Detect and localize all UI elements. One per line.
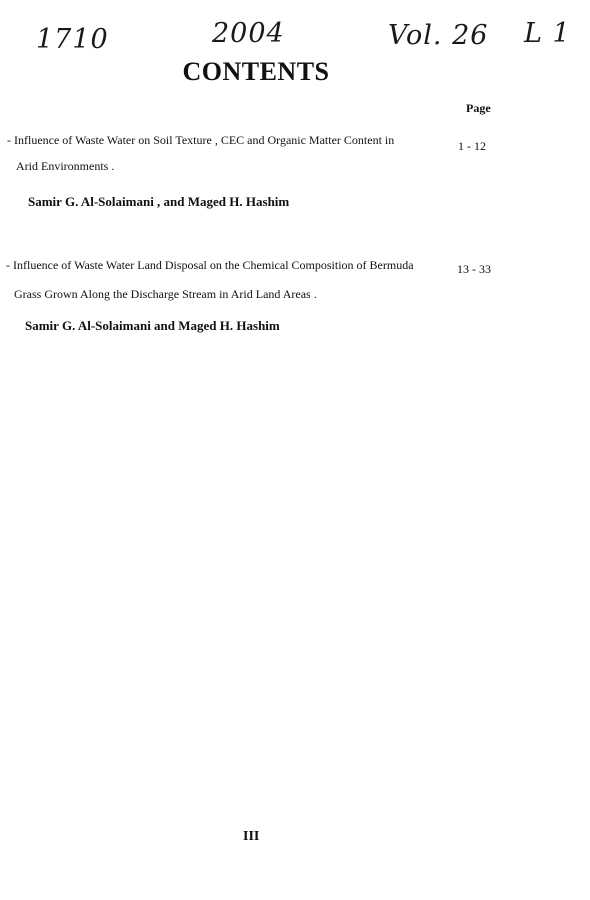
entry-authors: Samir G. Al-Solaimani , and Maged H. Hashim <box>28 194 290 209</box>
page-column-label: Page <box>466 101 491 115</box>
entry-title-line: - Influence of Waste Water on Soil Texture , CEC and Organic Matter Content in <box>7 133 395 147</box>
handwritten-issue: L 1 <box>524 18 571 49</box>
handwritten-volume: Vol. 26 <box>388 20 489 51</box>
entry-page-range: 1 - 12 <box>458 139 486 153</box>
entry-title-line: Arid Environments . <box>16 159 115 173</box>
page-title: CONTENTS <box>182 57 330 86</box>
page-number: III <box>243 829 260 844</box>
entry-authors: Samir G. Al-Solaimani and Maged H. Hashim <box>25 318 280 333</box>
handwritten-number: 1710 <box>36 24 109 55</box>
handwritten-year: 2004 <box>212 18 285 49</box>
entry-title-line: - Influence of Waste Water Land Disposal on the Chemical Composition of Bermuda <box>6 258 414 272</box>
entry-title-line: Grass Grown Along the Discharge Stream in Arid Land Areas . <box>14 287 317 301</box>
entry-page-range: 13 - 33 <box>457 262 491 276</box>
